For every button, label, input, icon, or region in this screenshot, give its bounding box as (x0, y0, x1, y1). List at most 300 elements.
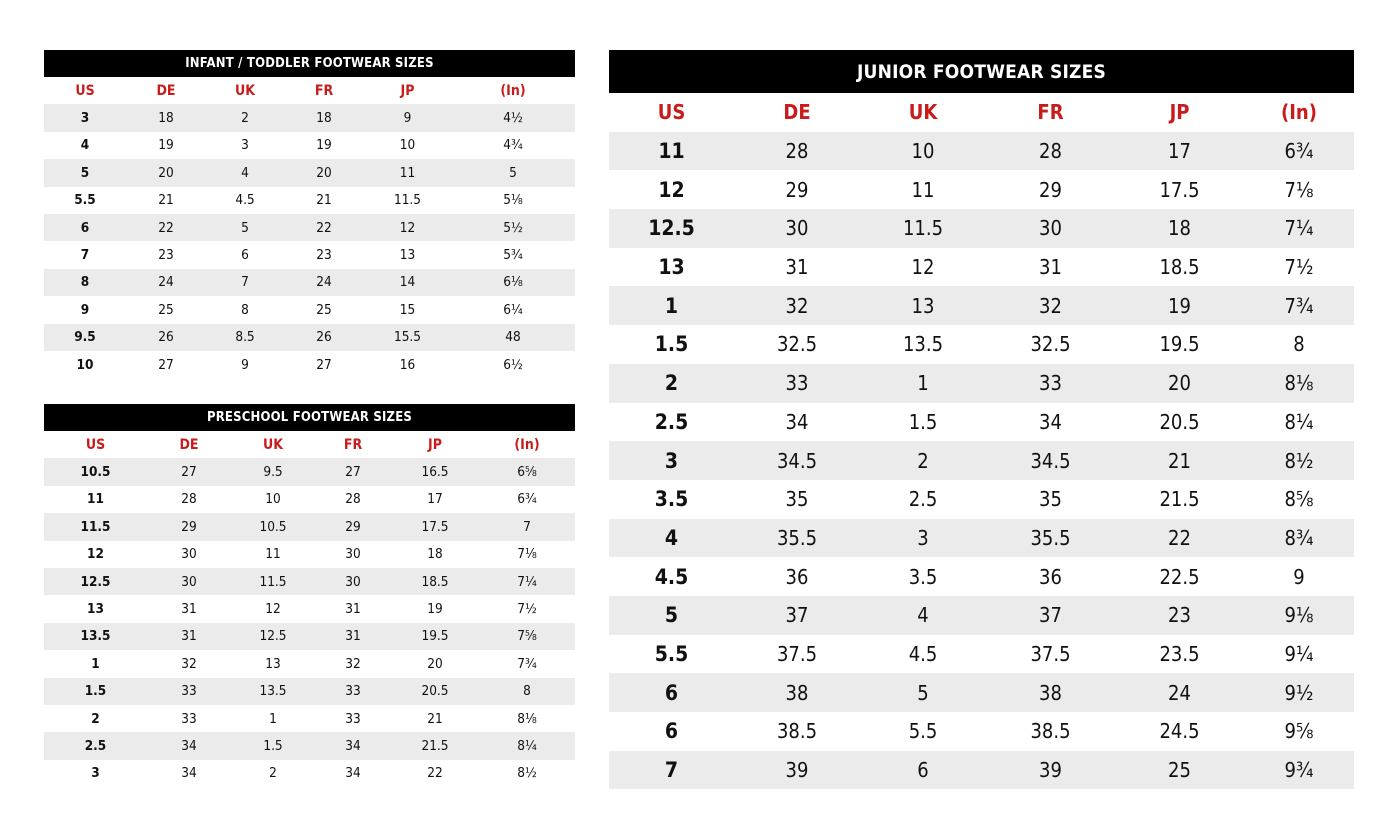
table-cell: 38.5 (776, 719, 818, 744)
column-header-row (44, 431, 575, 458)
table-cell: 1 (91, 655, 100, 672)
table-cell: 21.5 (1159, 487, 1200, 512)
table-cell: 38 (785, 680, 809, 705)
table-cell: 19 (1168, 293, 1191, 318)
table-cell: 34 (345, 737, 361, 754)
table-cell: 18.5 (421, 573, 449, 590)
table-cell: 31 (181, 601, 197, 618)
table-cell: 33 (181, 683, 197, 700)
table-row (44, 241, 575, 268)
table-cell: 5.5 (74, 192, 96, 209)
table-cell: 19 (158, 137, 174, 154)
table-row (609, 480, 1354, 519)
table-cell: 5½ (503, 219, 523, 236)
table-cell: 8 (523, 683, 531, 700)
column-header: DE (179, 436, 199, 453)
table-cell: 1 (269, 710, 277, 727)
junior-size-table (609, 50, 1354, 789)
table-cell: 11 (265, 546, 281, 563)
table-cell: 37 (1039, 603, 1062, 628)
table-cell: 9⅝ (1284, 719, 1314, 744)
table-cell: 2.5 (908, 487, 938, 512)
table-cell: 18 (1168, 216, 1191, 241)
table-cell: 11 (658, 139, 685, 164)
table-cell: 11.5 (80, 518, 111, 535)
table-cell: 21 (1168, 448, 1191, 473)
table-cell: 6 (241, 247, 249, 264)
table-cell: 2 (269, 765, 277, 782)
table-row (44, 705, 575, 732)
column-header-row (609, 93, 1354, 132)
table-row (44, 324, 575, 351)
table-cell: 10 (399, 137, 416, 154)
table-cell: 25 (1168, 758, 1191, 783)
table-row (44, 760, 575, 787)
table-row (609, 596, 1354, 635)
column-header: FR (314, 82, 334, 99)
table-cell: 9¼ (1284, 641, 1314, 666)
table-cell: 38.5 (1030, 719, 1071, 744)
table-cell: 33 (345, 710, 361, 727)
table-cell: 19 (427, 601, 443, 618)
table-cell: 28 (1039, 139, 1062, 164)
table-cell: 12 (265, 601, 281, 618)
table-title: JUNIOR FOOTWEAR SIZES (609, 50, 1354, 93)
table-cell: 9 (1293, 564, 1305, 589)
table-cell: 20 (316, 164, 332, 181)
table-cell: 8 (1293, 332, 1305, 357)
column-header: DE (783, 100, 811, 125)
table-cell: 29 (1039, 177, 1062, 202)
column-header: UK (263, 436, 283, 453)
table-cell: 5⅛ (503, 192, 523, 209)
infant-toddler-size-table (44, 50, 575, 378)
table-cell: 11 (87, 491, 104, 508)
table-row (44, 486, 575, 513)
table-cell: 29 (345, 518, 361, 535)
table-row (44, 351, 575, 378)
table-cell: 9.5 (74, 329, 96, 346)
table-cell: 19 (316, 137, 332, 154)
table-cell: 11 (399, 164, 416, 181)
table-cell: 7⅛ (517, 546, 537, 563)
table-cell: 30 (181, 546, 197, 563)
table-cell: 10 (911, 139, 935, 164)
table-cell: 22 (427, 765, 443, 782)
table-row (609, 170, 1354, 209)
column-header: JP (400, 82, 415, 99)
column-header: (In) (1281, 100, 1317, 125)
table-cell: 12.5 (80, 573, 111, 590)
table-cell: 32 (181, 655, 197, 672)
table-cell: 17.5 (421, 518, 449, 535)
table-cell: 8¾ (1284, 525, 1314, 550)
column-header: JP (428, 436, 442, 453)
table-cell: 5.5 (654, 641, 689, 666)
table-cell: 28 (345, 491, 361, 508)
table-cell: 33 (345, 683, 361, 700)
table-cell: 32 (345, 655, 361, 672)
table-cell: 2 (241, 110, 249, 127)
table-cell: 19.5 (421, 628, 449, 645)
table-row (609, 519, 1354, 558)
table-cell: 3.5 (908, 564, 938, 589)
table-row (44, 159, 575, 186)
table-row (44, 104, 575, 131)
table-cell: 6⅛ (503, 274, 523, 291)
table-cell: 34 (181, 765, 197, 782)
table-cell: 26 (158, 329, 174, 346)
table-cell: 24 (316, 274, 332, 291)
table-cell: 36 (785, 564, 809, 589)
column-header: DE (156, 82, 176, 99)
table-cell: 13.5 (259, 683, 287, 700)
table-cell: 34.5 (1030, 448, 1071, 473)
table-cell: 4 (80, 137, 90, 154)
table-cell: 7⅛ (1284, 177, 1314, 202)
table-cell: 27 (345, 464, 361, 481)
table-cell: 18 (158, 110, 174, 127)
table-row (609, 751, 1354, 790)
table-cell: 15 (399, 301, 416, 318)
table-cell: 35 (785, 487, 809, 512)
table-cell: 28 (181, 491, 197, 508)
table-row (609, 248, 1354, 287)
table-row (609, 673, 1354, 712)
table-cell: 13 (658, 255, 685, 280)
table-cell: 6⅝ (517, 464, 537, 481)
table-cell: 21 (316, 192, 332, 209)
table-cell: 4.5 (654, 564, 689, 589)
table-row (609, 712, 1354, 751)
table-cell: 16.5 (421, 464, 449, 481)
table-cell: 5¾ (503, 247, 523, 264)
table-cell: 7½ (1284, 255, 1314, 280)
table-cell: 23 (1168, 603, 1191, 628)
table-row (44, 187, 575, 214)
table-cell: 23 (158, 247, 174, 264)
table-cell: 11.5 (259, 573, 287, 590)
table-cell: 37.5 (776, 641, 818, 666)
table-cell: 1.5 (908, 409, 938, 434)
table-cell: 8¼ (517, 737, 537, 754)
table-cell: 32 (785, 293, 809, 318)
table-cell: 7¾ (517, 655, 537, 672)
table-cell: 6¾ (517, 491, 537, 508)
table-cell: 22 (1168, 525, 1191, 550)
table-cell: 4.5 (235, 192, 255, 209)
table-row (609, 441, 1354, 480)
table-cell: 6 (664, 719, 679, 744)
table-cell: 37 (785, 603, 809, 628)
preschool-size-table (44, 404, 575, 787)
table-row (44, 568, 575, 595)
table-row (609, 403, 1354, 442)
table-cell: 4¾ (503, 137, 523, 154)
table-cell: 20.5 (1159, 409, 1200, 434)
table-row (44, 650, 575, 677)
table-cell: 5 (917, 680, 929, 705)
table-cell: 20.5 (421, 683, 449, 700)
column-header: FR (1037, 100, 1064, 125)
column-header: JP (1169, 100, 1190, 125)
table-cell: 8⅝ (1284, 487, 1314, 512)
table-cell: 30 (345, 546, 361, 563)
table-cell: 21.5 (421, 737, 449, 754)
table-cell: 30 (345, 573, 361, 590)
table-cell: 39 (1039, 758, 1062, 783)
table-cell: 3.5 (654, 487, 689, 512)
table-cell: 2 (664, 371, 679, 396)
table-cell: 18 (427, 546, 443, 563)
column-header: FR (343, 436, 363, 453)
table-cell: 48 (505, 329, 521, 346)
table-cell: 27 (181, 464, 197, 481)
table-cell: 24 (1168, 680, 1191, 705)
table-cell: 30 (785, 216, 809, 241)
table-cell: 11 (911, 177, 935, 202)
table-row (609, 209, 1354, 248)
table-cell: 32.5 (776, 332, 818, 357)
table-cell: 25 (316, 301, 332, 318)
table-row (44, 296, 575, 323)
column-header: US (657, 100, 686, 125)
table-cell: 17 (1168, 139, 1191, 164)
table-cell: 27 (158, 356, 174, 373)
table-cell: 9.5 (263, 464, 283, 481)
table-cell: 19.5 (1159, 332, 1200, 357)
table-cell: 3 (664, 448, 679, 473)
table-row (609, 325, 1354, 364)
table-cell: 7¾ (1284, 293, 1314, 318)
table-row (609, 557, 1354, 596)
table-cell: 7 (80, 247, 90, 264)
table-cell: 9¾ (1284, 758, 1314, 783)
column-header: (In) (500, 82, 526, 99)
table-cell: 13.5 (902, 332, 944, 357)
table-row (44, 623, 575, 650)
table-cell: 29 (785, 177, 809, 202)
table-cell: 10.5 (259, 518, 287, 535)
table-cell: 34 (181, 737, 197, 754)
table-cell: 36 (1039, 564, 1062, 589)
table-cell: 13.5 (80, 628, 111, 645)
table-cell: 10.5 (80, 464, 111, 481)
column-header: US (85, 436, 106, 453)
table-title: INFANT / TODDLER FOOTWEAR SIZES (44, 50, 575, 77)
table-cell: 4 (664, 525, 679, 550)
table-cell: 8½ (1284, 448, 1314, 473)
table-cell: 8 (80, 274, 90, 291)
table-cell: 23.5 (1159, 641, 1200, 666)
table-row (609, 364, 1354, 403)
table-cell: 7 (523, 518, 531, 535)
table-cell: 20 (427, 655, 443, 672)
table-cell: 12.5 (259, 628, 287, 645)
table-cell: 33 (181, 710, 197, 727)
table-cell: 9⅛ (1284, 603, 1314, 628)
table-cell: 25 (158, 301, 174, 318)
table-cell: 6¼ (503, 301, 523, 318)
table-cell: 8½ (517, 765, 537, 782)
table-cell: 1.5 (654, 332, 689, 357)
table-cell: 37.5 (1030, 641, 1071, 666)
table-cell: 13 (87, 601, 104, 618)
table-row (44, 458, 575, 485)
table-cell: 12 (399, 219, 416, 236)
table-row (609, 132, 1354, 171)
table-cell: 7 (241, 274, 249, 291)
table-cell: 31 (1039, 255, 1062, 280)
column-header: US (75, 82, 95, 99)
table-cell: 31 (345, 601, 361, 618)
table-cell: 9 (241, 356, 249, 373)
table-cell: 23 (316, 247, 332, 264)
table-cell: 34.5 (776, 448, 818, 473)
table-cell: 9 (80, 301, 90, 318)
table-cell: 10 (265, 491, 281, 508)
table-cell: 8¼ (1284, 409, 1314, 434)
table-row (44, 269, 575, 296)
table-cell: 3 (91, 765, 100, 782)
table-cell: 6 (917, 758, 929, 783)
table-cell: 11.5 (902, 216, 944, 241)
table-cell: 14 (399, 274, 416, 291)
table-row (44, 595, 575, 622)
table-cell: 17 (427, 491, 443, 508)
table-cell: 5 (241, 219, 249, 236)
table-cell: 8.5 (235, 329, 255, 346)
table-cell: 22 (158, 219, 174, 236)
column-header: (In) (514, 436, 540, 453)
table-cell: 7⅝ (517, 628, 537, 645)
table-cell: 20 (1168, 371, 1191, 396)
table-row (44, 678, 575, 705)
table-cell: 6½ (503, 356, 523, 373)
table-cell: 3 (80, 110, 90, 127)
table-cell: 9 (403, 110, 412, 127)
table-cell: 4 (241, 164, 249, 181)
column-header: UK (235, 82, 255, 99)
table-cell: 13 (911, 293, 935, 318)
table-cell: 18 (316, 110, 332, 127)
table-cell: 4½ (503, 110, 523, 127)
table-cell: 27 (316, 356, 332, 373)
table-cell: 31 (785, 255, 809, 280)
table-cell: 20 (158, 164, 174, 181)
table-cell: 26 (316, 329, 332, 346)
table-cell: 31 (181, 628, 197, 645)
table-cell: 30 (181, 573, 197, 590)
table-cell: 8 (241, 301, 249, 318)
table-cell: 21 (158, 192, 174, 209)
table-row (609, 286, 1354, 325)
table-cell: 21 (427, 710, 443, 727)
table-cell: 33 (785, 371, 809, 396)
table-cell: 10 (76, 356, 94, 373)
table-cell: 32 (1039, 293, 1062, 318)
table-cell: 35.5 (776, 525, 818, 550)
table-cell: 11.5 (393, 192, 422, 209)
table-cell: 17.5 (1159, 177, 1200, 202)
table-cell: 5 (80, 164, 90, 181)
table-cell: 22 (316, 219, 332, 236)
table-cell: 33 (1039, 371, 1062, 396)
table-cell: 18.5 (1159, 255, 1200, 280)
table-row (44, 513, 575, 540)
table-row (44, 732, 575, 759)
table-cell: 12 (911, 255, 935, 280)
table-cell: 35.5 (1030, 525, 1071, 550)
table-cell: 34 (1039, 409, 1062, 434)
table-cell: 6 (664, 680, 679, 705)
table-cell: 1.5 (263, 737, 283, 754)
table-row (44, 132, 575, 159)
table-cell: 24 (158, 274, 174, 291)
table-cell: 22.5 (1159, 564, 1200, 589)
table-cell: 9½ (1284, 680, 1314, 705)
table-cell: 2.5 (654, 409, 689, 434)
table-cell: 8⅛ (517, 710, 537, 727)
table-cell: 4.5 (908, 641, 938, 666)
table-cell: 30 (1039, 216, 1062, 241)
table-cell: 7¼ (517, 573, 537, 590)
table-cell: 31 (345, 628, 361, 645)
table-cell: 28 (785, 139, 809, 164)
table-cell: 6¾ (1284, 139, 1314, 164)
table-cell: 5.5 (908, 719, 938, 744)
table-cell: 12 (87, 546, 104, 563)
table-cell: 2 (917, 448, 929, 473)
table-cell: 12 (658, 177, 685, 202)
table-cell: 29 (181, 518, 197, 535)
table-cell: 24.5 (1159, 719, 1200, 744)
table-cell: 5 (509, 164, 517, 181)
table-cell: 13 (399, 247, 416, 264)
table-cell: 7¼ (1284, 216, 1314, 241)
table-row (44, 214, 575, 241)
table-cell: 1 (917, 371, 929, 396)
table-cell: 3 (241, 137, 249, 154)
table-cell: 6 (80, 219, 90, 236)
table-cell: 7 (664, 758, 679, 783)
table-cell: 16 (399, 356, 416, 373)
table-cell: 39 (785, 758, 809, 783)
column-header-row (44, 77, 575, 104)
table-cell: 5 (664, 603, 679, 628)
table-cell: 12.5 (648, 216, 695, 241)
table-row (44, 541, 575, 568)
table-cell: 1.5 (84, 683, 107, 700)
table-cell: 2 (91, 710, 100, 727)
table-cell: 35 (1039, 487, 1062, 512)
table-cell: 15.5 (393, 329, 422, 346)
table-cell: 8⅛ (1284, 371, 1314, 396)
table-cell: 34 (345, 765, 361, 782)
table-cell: 38 (1039, 680, 1062, 705)
table-cell: 1 (664, 293, 679, 318)
table-cell: 32.5 (1030, 332, 1071, 357)
table-cell: 7½ (517, 601, 537, 618)
column-header: UK (908, 100, 938, 125)
table-cell: 4 (917, 603, 929, 628)
table-cell: 2.5 (84, 737, 107, 754)
table-cell: 34 (785, 409, 809, 434)
table-title: PRESCHOOL FOOTWEAR SIZES (44, 404, 575, 431)
table-row (609, 635, 1354, 674)
table-cell: 13 (265, 655, 281, 672)
table-cell: 3 (917, 525, 929, 550)
